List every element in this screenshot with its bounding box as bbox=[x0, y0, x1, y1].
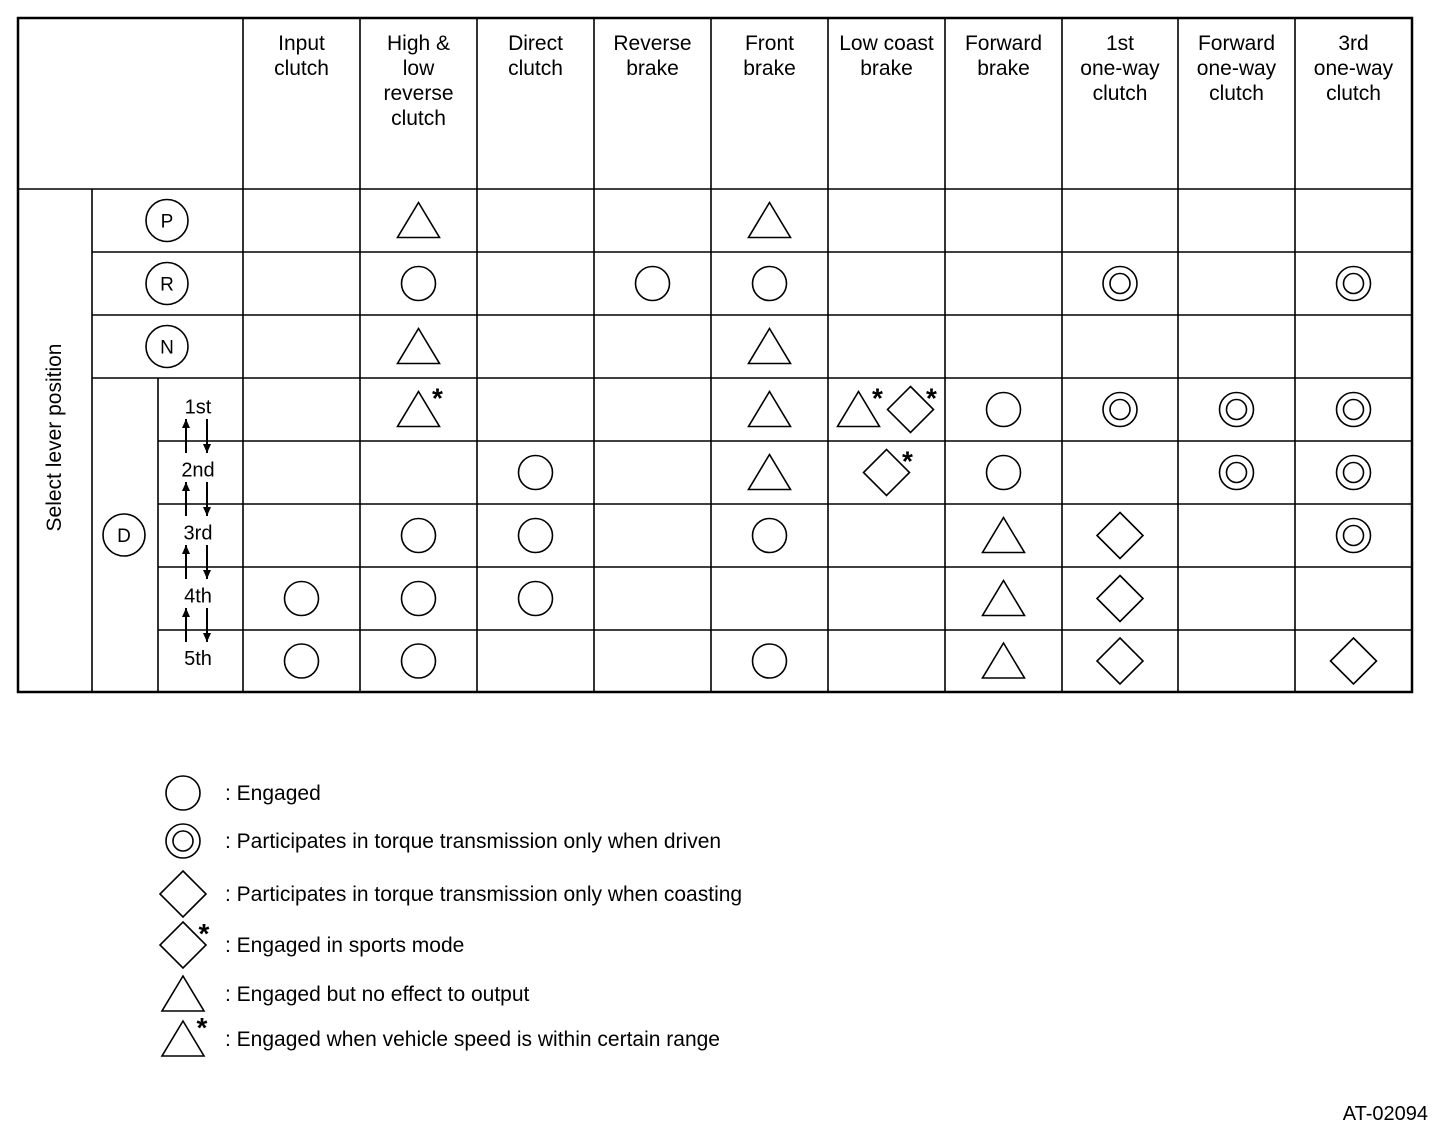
circle-symbol bbox=[402, 267, 436, 301]
double-circle-symbol bbox=[1220, 456, 1254, 490]
column-header bbox=[743, 32, 796, 80]
inner-circle-mark bbox=[1344, 526, 1364, 546]
circle-symbol bbox=[753, 519, 787, 553]
gear-label-3rd: 3rd bbox=[183, 522, 213, 545]
triangle-symbol bbox=[983, 643, 1025, 678]
circle-mark bbox=[285, 644, 319, 678]
double-circle-symbol bbox=[1337, 519, 1371, 553]
table-frame bbox=[18, 18, 1412, 692]
circle-mark bbox=[519, 582, 553, 616]
triangle-mark bbox=[162, 976, 204, 1011]
circle-mark bbox=[402, 582, 436, 616]
circle-mark bbox=[402, 644, 436, 678]
column-header bbox=[965, 32, 1042, 80]
triangle-star-symbol bbox=[398, 383, 444, 427]
downshift-arrow-head bbox=[203, 633, 211, 642]
outer-circle-mark bbox=[1220, 393, 1254, 427]
asterisk: * bbox=[196, 1012, 208, 1043]
column-headers bbox=[274, 32, 1394, 130]
column-header-line: Forward bbox=[1197, 32, 1276, 55]
circle-symbol bbox=[166, 776, 200, 810]
diamond-symbol bbox=[1097, 513, 1143, 559]
triangle-mark bbox=[749, 455, 791, 490]
triangle-mark bbox=[398, 203, 440, 238]
inner-circle-mark bbox=[1344, 400, 1364, 420]
diamond-symbol bbox=[160, 871, 206, 917]
triangle-symbol bbox=[749, 329, 791, 364]
triangle-mark bbox=[398, 329, 440, 364]
column-header bbox=[1080, 32, 1160, 105]
select-lever-position-label: Select lever position bbox=[43, 343, 66, 532]
upshift-arrow-head bbox=[182, 482, 190, 491]
inner-circle-mark bbox=[1227, 463, 1247, 483]
column-header-line: Front bbox=[744, 32, 795, 55]
diamond-mark bbox=[160, 871, 206, 917]
column-header-line: clutch bbox=[274, 57, 329, 80]
downshift-arrow bbox=[203, 419, 211, 453]
column-header-line: brake bbox=[626, 57, 679, 80]
column-header-line: Reverse bbox=[613, 32, 692, 55]
triangle-symbol bbox=[749, 203, 791, 238]
asterisk: * bbox=[902, 445, 913, 477]
circle-mark bbox=[636, 267, 670, 301]
legend-text: : Engaged when vehicle speed is within certain range bbox=[225, 1028, 720, 1051]
outer-circle-mark bbox=[1103, 393, 1137, 427]
upshift-arrow-head bbox=[182, 608, 190, 617]
asterisk: * bbox=[872, 382, 883, 414]
column-header-line: clutch bbox=[391, 107, 446, 130]
downshift-arrow-head bbox=[203, 444, 211, 453]
triangle-mark bbox=[983, 643, 1025, 678]
column-header-line: Forward bbox=[964, 32, 1043, 55]
column-header-line: brake bbox=[743, 57, 796, 80]
inner-circle-mark bbox=[173, 831, 193, 851]
triangle-mark bbox=[983, 518, 1025, 553]
upshift-arrow bbox=[182, 545, 190, 579]
diamond-mark bbox=[1097, 513, 1143, 559]
column-header bbox=[613, 32, 691, 80]
column-header-line: clutch bbox=[1326, 82, 1381, 105]
circle-symbol bbox=[987, 456, 1021, 490]
triangle-symbol bbox=[983, 518, 1025, 553]
column-header bbox=[839, 32, 934, 80]
outer-circle-mark bbox=[1337, 393, 1371, 427]
outer-circle-mark bbox=[1220, 456, 1254, 490]
circle-symbol bbox=[987, 393, 1021, 427]
column-header-line: Direct bbox=[508, 32, 563, 55]
diamond-symbol bbox=[1097, 576, 1143, 622]
diamond-star-symbol bbox=[864, 446, 914, 496]
circle-mark bbox=[402, 519, 436, 553]
inner-circle-mark bbox=[1110, 274, 1130, 294]
gear-label-4th: 4th bbox=[184, 585, 212, 608]
column-header bbox=[1314, 32, 1394, 105]
circle-symbol bbox=[519, 582, 553, 616]
position-r: R bbox=[160, 274, 174, 296]
column-header-line: low bbox=[402, 57, 435, 80]
gear-label-2nd: 2nd bbox=[181, 459, 215, 482]
asterisk: * bbox=[926, 382, 937, 414]
outer-circle-mark bbox=[1337, 267, 1371, 301]
circle-symbol bbox=[753, 267, 787, 301]
row-labels bbox=[43, 200, 215, 671]
triangle-symbol bbox=[398, 329, 440, 364]
diamond-star-symbol bbox=[888, 383, 938, 433]
double-circle-symbol bbox=[1103, 393, 1137, 427]
circle-mark bbox=[166, 776, 200, 810]
double-circle-symbol bbox=[166, 824, 200, 858]
circle-mark bbox=[753, 644, 787, 678]
triangle-symbol bbox=[398, 203, 440, 238]
circle-mark bbox=[753, 519, 787, 553]
column-header-line: brake bbox=[860, 57, 913, 80]
triangle-mark bbox=[749, 392, 791, 427]
column-header bbox=[508, 32, 563, 80]
table-grid bbox=[18, 18, 1412, 692]
upshift-arrow-head bbox=[182, 419, 190, 428]
column-header-line: one-way bbox=[1196, 57, 1277, 80]
legend-text: : Engaged in sports mode bbox=[225, 934, 465, 957]
column-header-line: High & bbox=[386, 32, 451, 55]
column-header-line: 1st bbox=[1105, 32, 1135, 55]
column-header-line: Low coast bbox=[839, 32, 934, 55]
circle-mark bbox=[987, 393, 1021, 427]
diamond-symbol bbox=[1331, 638, 1377, 684]
double-circle-symbol bbox=[1103, 267, 1137, 301]
diamond-star-symbol bbox=[160, 918, 210, 968]
circle-symbol bbox=[402, 582, 436, 616]
circle-symbol bbox=[285, 644, 319, 678]
circle-symbol bbox=[285, 582, 319, 616]
column-header-line: clutch bbox=[1092, 82, 1148, 105]
column-header-line: clutch bbox=[508, 57, 563, 80]
circle-mark bbox=[753, 267, 787, 301]
asterisk: * bbox=[432, 382, 443, 414]
diamond-mark bbox=[1331, 638, 1377, 684]
downshift-arrow-head bbox=[203, 507, 211, 516]
asterisk: * bbox=[198, 918, 210, 949]
column-header bbox=[1197, 32, 1277, 105]
legend-text: : Engaged but no effect to output bbox=[225, 983, 530, 1006]
circle-mark bbox=[519, 456, 553, 490]
figure-code: AT-02094 bbox=[1342, 1103, 1428, 1125]
triangle-symbol bbox=[983, 581, 1025, 616]
engagement-symbols bbox=[285, 203, 1377, 685]
gear-label-5th: 5th bbox=[184, 648, 212, 670]
triangle-star-symbol bbox=[162, 1012, 208, 1056]
circle-symbol bbox=[519, 456, 553, 490]
position-p: P bbox=[160, 211, 174, 233]
circle-mark bbox=[987, 456, 1021, 490]
triangle-mark bbox=[749, 329, 791, 364]
upshift-arrow-head bbox=[182, 545, 190, 554]
circle-symbol bbox=[753, 644, 787, 678]
downshift-arrow bbox=[203, 545, 211, 579]
double-circle-symbol bbox=[1337, 267, 1371, 301]
legend-text: : Participates in torque transmission only when driven bbox=[225, 830, 722, 853]
legend bbox=[160, 776, 742, 1056]
diamond-symbol bbox=[1097, 638, 1143, 684]
outer-circle-mark bbox=[1337, 456, 1371, 490]
legend-text: : Participates in torque transmission only when coasting bbox=[225, 883, 743, 906]
position-d: D bbox=[117, 526, 131, 547]
double-circle-symbol bbox=[1220, 393, 1254, 427]
upshift-arrow bbox=[182, 482, 190, 516]
circle-mark bbox=[285, 582, 319, 616]
legend-text: : Engaged bbox=[225, 782, 321, 805]
inner-circle-mark bbox=[1227, 400, 1247, 420]
downshift-arrow bbox=[203, 482, 211, 516]
outer-circle-mark bbox=[166, 824, 200, 858]
circle-symbol bbox=[636, 267, 670, 301]
upshift-arrow bbox=[182, 608, 190, 642]
column-header-line: brake bbox=[977, 57, 1030, 80]
triangle-symbol bbox=[749, 455, 791, 490]
diamond-mark bbox=[1097, 638, 1143, 684]
triangle-mark bbox=[983, 581, 1025, 616]
column-header-line: one-way bbox=[1080, 57, 1160, 80]
double-circle-symbol bbox=[1337, 393, 1371, 427]
triangle-symbol bbox=[749, 392, 791, 427]
inner-circle-mark bbox=[1110, 400, 1130, 420]
column-header-line: clutch bbox=[1209, 82, 1264, 105]
column-header bbox=[274, 32, 329, 80]
circle-symbol bbox=[519, 519, 553, 553]
triangle-symbol bbox=[162, 976, 204, 1011]
circle-symbol bbox=[402, 519, 436, 553]
column-header-line: 3rd bbox=[1338, 32, 1369, 55]
gear-label-1st: 1st bbox=[184, 396, 212, 419]
upshift-arrow bbox=[182, 419, 190, 453]
diamond-mark bbox=[1097, 576, 1143, 622]
column-header bbox=[383, 32, 453, 130]
column-header-line: Input bbox=[278, 32, 325, 55]
circle-mark bbox=[402, 267, 436, 301]
outer-circle-mark bbox=[1103, 267, 1137, 301]
inner-circle-mark bbox=[1344, 463, 1364, 483]
column-header-line: reverse bbox=[383, 82, 454, 105]
circle-mark bbox=[519, 519, 553, 553]
outer-circle-mark bbox=[1337, 519, 1371, 553]
triangle-mark bbox=[749, 203, 791, 238]
downshift-arrow bbox=[203, 608, 211, 642]
circle-symbol bbox=[402, 644, 436, 678]
downshift-arrow-head bbox=[203, 570, 211, 579]
position-n: N bbox=[160, 337, 174, 359]
inner-circle-mark bbox=[1344, 274, 1364, 294]
double-circle-symbol bbox=[1337, 456, 1371, 490]
column-header-line: one-way bbox=[1313, 57, 1394, 80]
triangle-star-symbol bbox=[838, 383, 884, 427]
